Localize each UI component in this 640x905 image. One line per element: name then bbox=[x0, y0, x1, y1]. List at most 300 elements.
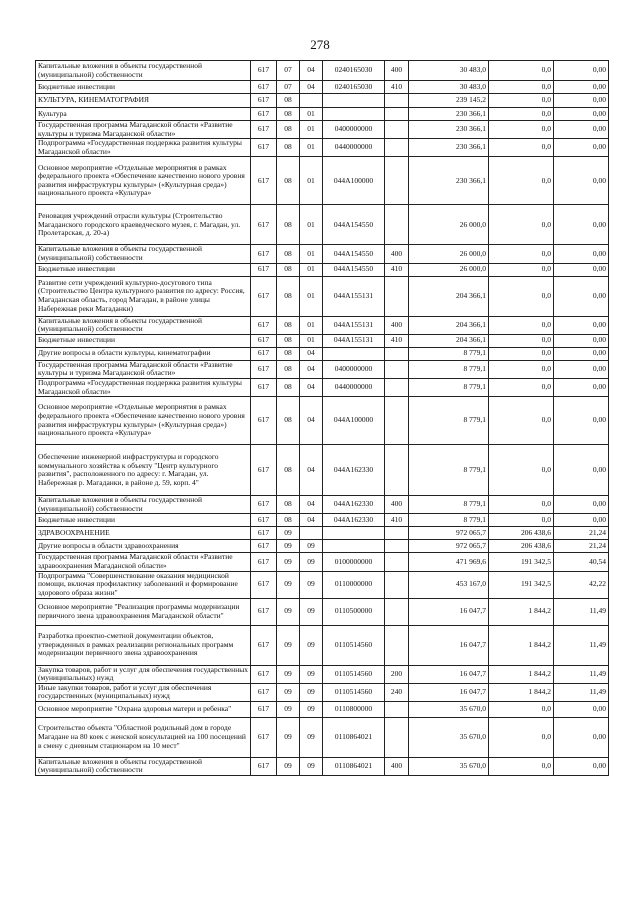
cell-federal: 0,0 bbox=[489, 245, 554, 263]
cell-subsection bbox=[300, 94, 323, 108]
cell-section: 09 bbox=[277, 598, 300, 625]
table-row bbox=[36, 527, 609, 540]
row-name: Основное мероприятие «Отдельные мероприятия в рамках федерального проекта «Обеспечение качественно нового уровня развития инфраструктуры культуры» («Культурная среда») национального проекта «Культура» bbox=[36, 157, 251, 205]
cell-subsection: 01 bbox=[300, 334, 323, 347]
row-name: Разработка проектно-сметной документации объектов, утвержденных в рамках реализации региональных программ модернизации первичного звена здравоохранения bbox=[36, 625, 251, 665]
cell-subsection: 04 bbox=[300, 514, 323, 527]
cell-section: 08 bbox=[277, 94, 300, 108]
cell-target-article bbox=[323, 527, 385, 540]
table-row bbox=[36, 540, 609, 553]
cell-percent: 0,00 bbox=[554, 139, 609, 157]
cell-ved: 617 bbox=[251, 571, 277, 598]
cell-sum: 471 969,6 bbox=[409, 553, 489, 571]
cell-federal: 0,0 bbox=[489, 334, 554, 347]
cell-sum: 26 000,0 bbox=[409, 245, 489, 263]
cell-ved: 617 bbox=[251, 445, 277, 496]
row-name: Капитальные вложения в объекты государственной (муниципальной) собственности bbox=[36, 496, 251, 514]
cell-subsection: 09 bbox=[300, 571, 323, 598]
cell-expense-type bbox=[385, 571, 409, 598]
cell-subsection: 09 bbox=[300, 757, 323, 775]
cell-subsection: 01 bbox=[300, 157, 323, 205]
cell-sum: 8 779,1 bbox=[409, 514, 489, 527]
cell-section: 09 bbox=[277, 701, 300, 717]
cell-sum: 16 047,7 bbox=[409, 598, 489, 625]
row-name: Другие вопросы в области здравоохранения bbox=[36, 540, 251, 553]
cell-subsection: 01 bbox=[300, 276, 323, 316]
cell-section: 08 bbox=[277, 445, 300, 496]
cell-federal: 0,0 bbox=[489, 316, 554, 334]
cell-sum: 8 779,1 bbox=[409, 445, 489, 496]
table-row bbox=[36, 121, 609, 139]
cell-percent: 11,49 bbox=[554, 625, 609, 665]
cell-federal: 0,0 bbox=[489, 61, 554, 81]
row-name: Основное мероприятие «Отдельные мероприятия в рамках федерального проекта «Обеспечение качественно нового уровня развития инфраструктуры культуры» («Культурная среда») национального проекта «Культура» bbox=[36, 397, 251, 445]
cell-section: 08 bbox=[277, 205, 300, 245]
cell-section: 08 bbox=[277, 496, 300, 514]
cell-federal: 0,0 bbox=[489, 347, 554, 360]
row-name: Закупка товаров, работ и услуг для обеспечения государственных (муниципальных) нужд bbox=[36, 665, 251, 683]
table-row bbox=[36, 397, 609, 445]
cell-target-article: 0110800000 bbox=[323, 701, 385, 717]
cell-subsection: 09 bbox=[300, 598, 323, 625]
cell-percent: 11,49 bbox=[554, 598, 609, 625]
cell-target-article: 0240165030 bbox=[323, 61, 385, 81]
cell-ved: 617 bbox=[251, 157, 277, 205]
cell-section: 08 bbox=[277, 397, 300, 445]
cell-ved: 617 bbox=[251, 701, 277, 717]
cell-expense-type bbox=[385, 598, 409, 625]
cell-federal: 206 438,6 bbox=[489, 540, 554, 553]
cell-expense-type bbox=[385, 397, 409, 445]
cell-sum: 8 779,1 bbox=[409, 378, 489, 396]
cell-expense-type bbox=[385, 378, 409, 396]
cell-percent: 21,24 bbox=[554, 540, 609, 553]
cell-ved: 617 bbox=[251, 205, 277, 245]
table-row bbox=[36, 263, 609, 276]
cell-expense-type bbox=[385, 94, 409, 108]
cell-sum: 26 000,0 bbox=[409, 205, 489, 245]
cell-sum: 230 366,1 bbox=[409, 121, 489, 139]
row-name: Развитие сети учреждений культурно-досугового типа (Строительство Центра культурного развития по адресу: Россия, Магаданская область, город Магадан, в районе улицы Набережная реки Магаданки) bbox=[36, 276, 251, 316]
cell-expense-type bbox=[385, 445, 409, 496]
cell-sum: 30 483,0 bbox=[409, 81, 489, 94]
page-number: 278 bbox=[310, 37, 330, 52]
cell-expense-type: 400 bbox=[385, 757, 409, 775]
cell-expense-type bbox=[385, 157, 409, 205]
cell-federal: 1 844,2 bbox=[489, 598, 554, 625]
cell-expense-type bbox=[385, 276, 409, 316]
row-name: Государственная программа Магаданской области «Развитие здравоохранения Магаданской области» bbox=[36, 553, 251, 571]
row-name: Обеспечение инженерной инфраструктуры и городского коммунального хозяйства к объекту "Центр культурного развития", расположенного по адресу: г. Магадан, ул. Набережная р. Магаданки, в районе д. 59, корп. 4" bbox=[36, 445, 251, 496]
budget-table bbox=[35, 60, 609, 776]
cell-target-article: 0240165030 bbox=[323, 81, 385, 94]
cell-ved: 617 bbox=[251, 245, 277, 263]
cell-percent: 0,00 bbox=[554, 347, 609, 360]
cell-percent: 0,00 bbox=[554, 316, 609, 334]
cell-percent: 0,00 bbox=[554, 81, 609, 94]
table-row bbox=[36, 347, 609, 360]
cell-sum: 972 065,7 bbox=[409, 540, 489, 553]
row-name: Бюджетные инвестиции bbox=[36, 514, 251, 527]
cell-federal: 0,0 bbox=[489, 276, 554, 316]
cell-section: 09 bbox=[277, 665, 300, 683]
cell-percent: 0,00 bbox=[554, 108, 609, 121]
cell-percent: 0,00 bbox=[554, 717, 609, 757]
cell-expense-type: 410 bbox=[385, 263, 409, 276]
cell-ved: 617 bbox=[251, 263, 277, 276]
cell-federal: 0,0 bbox=[489, 360, 554, 378]
cell-percent: 0,00 bbox=[554, 276, 609, 316]
cell-federal: 0,0 bbox=[489, 445, 554, 496]
cell-section: 08 bbox=[277, 514, 300, 527]
cell-sum: 204 366,1 bbox=[409, 334, 489, 347]
cell-target-article: 0400000000 bbox=[323, 121, 385, 139]
cell-subsection: 01 bbox=[300, 316, 323, 334]
row-name: Строительство объекта "Областной родильный дом в городе Магадане на 80 коек с женской консультацией на 100 посещений в смену с дневным стационаром на 10 мест" bbox=[36, 717, 251, 757]
cell-sum: 16 047,7 bbox=[409, 683, 489, 701]
cell-target-article: 044A100000 bbox=[323, 157, 385, 205]
cell-subsection: 01 bbox=[300, 245, 323, 263]
cell-section: 08 bbox=[277, 108, 300, 121]
row-name: Капитальные вложения в объекты государственной (муниципальной) собственности bbox=[36, 245, 251, 263]
cell-federal: 191 342,5 bbox=[489, 553, 554, 571]
table-row bbox=[36, 701, 609, 717]
cell-sum: 26 000,0 bbox=[409, 263, 489, 276]
cell-percent: 0,00 bbox=[554, 496, 609, 514]
cell-section: 08 bbox=[277, 360, 300, 378]
cell-expense-type bbox=[385, 701, 409, 717]
cell-federal: 0,0 bbox=[489, 397, 554, 445]
cell-percent: 0,00 bbox=[554, 245, 609, 263]
cell-ved: 617 bbox=[251, 121, 277, 139]
cell-sum: 8 779,1 bbox=[409, 360, 489, 378]
table-row bbox=[36, 598, 609, 625]
cell-section: 08 bbox=[277, 157, 300, 205]
cell-subsection: 01 bbox=[300, 205, 323, 245]
cell-percent: 0,00 bbox=[554, 334, 609, 347]
cell-sum: 230 366,1 bbox=[409, 157, 489, 205]
cell-subsection bbox=[300, 527, 323, 540]
table-row bbox=[36, 683, 609, 701]
cell-target-article bbox=[323, 94, 385, 108]
row-name: Подпрограмма «Государственная поддержка развития культуры Магаданской области» bbox=[36, 139, 251, 157]
cell-sum: 35 670,0 bbox=[409, 701, 489, 717]
cell-percent: 40,54 bbox=[554, 553, 609, 571]
cell-subsection: 04 bbox=[300, 378, 323, 396]
cell-expense-type bbox=[385, 717, 409, 757]
cell-target-article: 0440000000 bbox=[323, 139, 385, 157]
cell-ved: 617 bbox=[251, 717, 277, 757]
cell-expense-type bbox=[385, 540, 409, 553]
cell-subsection: 09 bbox=[300, 625, 323, 665]
cell-expense-type bbox=[385, 347, 409, 360]
cell-subsection: 04 bbox=[300, 360, 323, 378]
cell-percent: 0,00 bbox=[554, 757, 609, 775]
row-name: Капитальные вложения в объекты государственной (муниципальной) собственности bbox=[36, 757, 251, 775]
cell-federal: 0,0 bbox=[489, 139, 554, 157]
cell-expense-type bbox=[385, 108, 409, 121]
table-row bbox=[36, 205, 609, 245]
table-row bbox=[36, 717, 609, 757]
cell-sum: 230 366,1 bbox=[409, 108, 489, 121]
cell-federal: 206 438,6 bbox=[489, 527, 554, 540]
row-name: Подпрограмма «Государственная поддержка развития культуры Магаданской области» bbox=[36, 378, 251, 396]
cell-target-article: 044A155131 bbox=[323, 276, 385, 316]
table-row bbox=[36, 108, 609, 121]
table-row bbox=[36, 157, 609, 205]
cell-expense-type: 240 bbox=[385, 683, 409, 701]
table-row bbox=[36, 571, 609, 598]
cell-sum: 204 366,1 bbox=[409, 316, 489, 334]
cell-expense-type: 410 bbox=[385, 334, 409, 347]
table-row bbox=[36, 81, 609, 94]
cell-target-article: 0110500000 bbox=[323, 598, 385, 625]
cell-target-article bbox=[323, 108, 385, 121]
cell-federal: 0,0 bbox=[489, 263, 554, 276]
cell-federal: 191 342,5 bbox=[489, 571, 554, 598]
cell-ved: 617 bbox=[251, 360, 277, 378]
cell-percent: 0,00 bbox=[554, 701, 609, 717]
cell-percent: 0,00 bbox=[554, 61, 609, 81]
row-name: Основное мероприятие "Реализация программы модернизации первичного звена здравоохранения Магаданской области" bbox=[36, 598, 251, 625]
cell-section: 08 bbox=[277, 316, 300, 334]
cell-section: 08 bbox=[277, 378, 300, 396]
cell-expense-type: 400 bbox=[385, 61, 409, 81]
table-row bbox=[36, 757, 609, 775]
cell-target-article: 044A154550 bbox=[323, 263, 385, 276]
cell-target-article bbox=[323, 347, 385, 360]
table-row bbox=[36, 245, 609, 263]
cell-sum: 35 670,0 bbox=[409, 757, 489, 775]
cell-section: 09 bbox=[277, 527, 300, 540]
cell-target-article: 044A155131 bbox=[323, 334, 385, 347]
table-row bbox=[36, 334, 609, 347]
table-body bbox=[36, 61, 609, 776]
cell-expense-type bbox=[385, 205, 409, 245]
cell-federal: 0,0 bbox=[489, 717, 554, 757]
cell-percent: 0,00 bbox=[554, 94, 609, 108]
table-row bbox=[36, 553, 609, 571]
cell-percent: 21,24 bbox=[554, 527, 609, 540]
cell-percent: 0,00 bbox=[554, 157, 609, 205]
cell-ved: 617 bbox=[251, 347, 277, 360]
cell-ved: 617 bbox=[251, 683, 277, 701]
cell-expense-type bbox=[385, 139, 409, 157]
cell-sum: 8 779,1 bbox=[409, 347, 489, 360]
cell-section: 09 bbox=[277, 571, 300, 598]
cell-section: 09 bbox=[277, 553, 300, 571]
row-name: Бюджетные инвестиции bbox=[36, 263, 251, 276]
cell-section: 08 bbox=[277, 121, 300, 139]
cell-sum: 453 167,0 bbox=[409, 571, 489, 598]
cell-sum: 972 065,7 bbox=[409, 527, 489, 540]
cell-federal: 0,0 bbox=[489, 701, 554, 717]
cell-subsection: 04 bbox=[300, 496, 323, 514]
row-name: Основное мероприятие "Охрана здоровья матери и ребенка" bbox=[36, 701, 251, 717]
table-row bbox=[36, 665, 609, 683]
cell-ved: 617 bbox=[251, 514, 277, 527]
cell-target-article: 044A162330 bbox=[323, 496, 385, 514]
cell-ved: 617 bbox=[251, 397, 277, 445]
cell-percent: 11,49 bbox=[554, 683, 609, 701]
cell-target-article: 0100000000 bbox=[323, 553, 385, 571]
cell-subsection: 04 bbox=[300, 61, 323, 81]
cell-target-article: 044A154550 bbox=[323, 245, 385, 263]
cell-expense-type bbox=[385, 625, 409, 665]
cell-target-article: 0110864021 bbox=[323, 717, 385, 757]
cell-expense-type bbox=[385, 527, 409, 540]
table-row bbox=[36, 445, 609, 496]
cell-expense-type: 400 bbox=[385, 496, 409, 514]
cell-expense-type bbox=[385, 121, 409, 139]
cell-federal: 1 844,2 bbox=[489, 665, 554, 683]
cell-section: 09 bbox=[277, 757, 300, 775]
cell-federal: 0,0 bbox=[489, 94, 554, 108]
cell-section: 09 bbox=[277, 717, 300, 757]
cell-subsection: 09 bbox=[300, 701, 323, 717]
cell-expense-type: 410 bbox=[385, 514, 409, 527]
cell-section: 09 bbox=[277, 540, 300, 553]
cell-ved: 617 bbox=[251, 378, 277, 396]
cell-section: 08 bbox=[277, 245, 300, 263]
cell-target-article: 0110864021 bbox=[323, 757, 385, 775]
row-name: ЗДРАВООХРАНЕНИЕ bbox=[36, 527, 251, 540]
cell-target-article: 0110000000 bbox=[323, 571, 385, 598]
cell-section: 08 bbox=[277, 276, 300, 316]
cell-section: 08 bbox=[277, 263, 300, 276]
cell-federal: 0,0 bbox=[489, 108, 554, 121]
cell-target-article: 044A162330 bbox=[323, 445, 385, 496]
cell-subsection: 01 bbox=[300, 139, 323, 157]
cell-subsection: 09 bbox=[300, 540, 323, 553]
cell-percent: 0,00 bbox=[554, 514, 609, 527]
cell-section: 09 bbox=[277, 683, 300, 701]
cell-section: 08 bbox=[277, 347, 300, 360]
cell-federal: 0,0 bbox=[489, 157, 554, 205]
row-name: Государственная программа Магаданской области «Развитие культуры и туризма Магаданской области» bbox=[36, 121, 251, 139]
cell-percent: 0,00 bbox=[554, 205, 609, 245]
cell-federal: 1 844,2 bbox=[489, 625, 554, 665]
cell-sum: 230 366,1 bbox=[409, 139, 489, 157]
table-row bbox=[36, 94, 609, 108]
cell-subsection: 01 bbox=[300, 121, 323, 139]
cell-ved: 617 bbox=[251, 625, 277, 665]
row-name: Иные закупки товаров, работ и услуг для обеспечения государственных (муниципальных) нужд bbox=[36, 683, 251, 701]
cell-subsection: 09 bbox=[300, 665, 323, 683]
row-name: Другие вопросы в области культуры, кинематографии bbox=[36, 347, 251, 360]
cell-ved: 617 bbox=[251, 108, 277, 121]
cell-subsection: 01 bbox=[300, 108, 323, 121]
cell-ved: 617 bbox=[251, 527, 277, 540]
table-row bbox=[36, 496, 609, 514]
cell-expense-type: 400 bbox=[385, 316, 409, 334]
table-row bbox=[36, 360, 609, 378]
cell-percent: 0,00 bbox=[554, 397, 609, 445]
cell-subsection: 01 bbox=[300, 263, 323, 276]
cell-section: 08 bbox=[277, 139, 300, 157]
cell-target-article: 0110514560 bbox=[323, 625, 385, 665]
cell-ved: 617 bbox=[251, 316, 277, 334]
cell-sum: 30 483,0 bbox=[409, 61, 489, 81]
cell-ved: 617 bbox=[251, 334, 277, 347]
row-name: Культура bbox=[36, 108, 251, 121]
cell-ved: 617 bbox=[251, 81, 277, 94]
cell-percent: 0,00 bbox=[554, 445, 609, 496]
cell-expense-type bbox=[385, 360, 409, 378]
cell-percent: 0,00 bbox=[554, 360, 609, 378]
cell-section: 08 bbox=[277, 334, 300, 347]
cell-federal: 0,0 bbox=[489, 378, 554, 396]
cell-target-article: 044A154550 bbox=[323, 205, 385, 245]
cell-ved: 617 bbox=[251, 598, 277, 625]
cell-sum: 239 145,2 bbox=[409, 94, 489, 108]
table-row bbox=[36, 316, 609, 334]
cell-sum: 204 366,1 bbox=[409, 276, 489, 316]
cell-sum: 16 047,7 bbox=[409, 665, 489, 683]
cell-percent: 0,00 bbox=[554, 378, 609, 396]
row-name: Капитальные вложения в объекты государственной (муниципальной) собственности bbox=[36, 61, 251, 81]
cell-sum: 8 779,1 bbox=[409, 496, 489, 514]
cell-ved: 617 bbox=[251, 94, 277, 108]
cell-federal: 0,0 bbox=[489, 496, 554, 514]
row-name: Бюджетные инвестиции bbox=[36, 334, 251, 347]
cell-ved: 617 bbox=[251, 496, 277, 514]
cell-target-article: 044A162330 bbox=[323, 514, 385, 527]
cell-expense-type: 410 bbox=[385, 81, 409, 94]
cell-percent: 0,00 bbox=[554, 263, 609, 276]
cell-percent: 0,00 bbox=[554, 121, 609, 139]
cell-target-article bbox=[323, 540, 385, 553]
cell-expense-type: 200 bbox=[385, 665, 409, 683]
cell-subsection: 04 bbox=[300, 445, 323, 496]
cell-federal: 0,0 bbox=[489, 121, 554, 139]
cell-sum: 16 047,7 bbox=[409, 625, 489, 665]
row-name: Подпрограмма "Совершенствование оказания медицинской помощи, включая профилактику заболеваний и формирование здорового образа жизни" bbox=[36, 571, 251, 598]
table-row bbox=[36, 625, 609, 665]
cell-sum: 35 670,0 bbox=[409, 717, 489, 757]
cell-target-article: 0400000000 bbox=[323, 360, 385, 378]
cell-section: 09 bbox=[277, 625, 300, 665]
cell-federal: 0,0 bbox=[489, 205, 554, 245]
row-name: Капитальные вложения в объекты государственной (муниципальной) собственности bbox=[36, 316, 251, 334]
cell-percent: 11,49 bbox=[554, 665, 609, 683]
table-row bbox=[36, 276, 609, 316]
cell-section: 07 bbox=[277, 61, 300, 81]
row-name: Бюджетные инвестиции bbox=[36, 81, 251, 94]
table-row bbox=[36, 514, 609, 527]
row-name: КУЛЬТУРА, КИНЕМАТОГРАФИЯ bbox=[36, 94, 251, 108]
cell-federal: 0,0 bbox=[489, 81, 554, 94]
cell-federal: 1 844,2 bbox=[489, 683, 554, 701]
cell-expense-type: 400 bbox=[385, 245, 409, 263]
cell-target-article: 0440000000 bbox=[323, 378, 385, 396]
cell-sum: 8 779,1 bbox=[409, 397, 489, 445]
cell-subsection: 09 bbox=[300, 717, 323, 757]
cell-target-article: 0110514560 bbox=[323, 683, 385, 701]
cell-subsection: 04 bbox=[300, 347, 323, 360]
cell-expense-type bbox=[385, 553, 409, 571]
cell-target-article: 044A155131 bbox=[323, 316, 385, 334]
cell-ved: 617 bbox=[251, 540, 277, 553]
cell-ved: 617 bbox=[251, 757, 277, 775]
cell-ved: 617 bbox=[251, 276, 277, 316]
row-name: Реновация учреждений отрасли культуры (Строительство Магаданского городского краеведческого музея, г. Магадан, ул. Пролетарская, д. 20-а) bbox=[36, 205, 251, 245]
cell-percent: 42,22 bbox=[554, 571, 609, 598]
cell-ved: 617 bbox=[251, 139, 277, 157]
cell-section: 07 bbox=[277, 81, 300, 94]
cell-subsection: 04 bbox=[300, 81, 323, 94]
cell-subsection: 09 bbox=[300, 683, 323, 701]
